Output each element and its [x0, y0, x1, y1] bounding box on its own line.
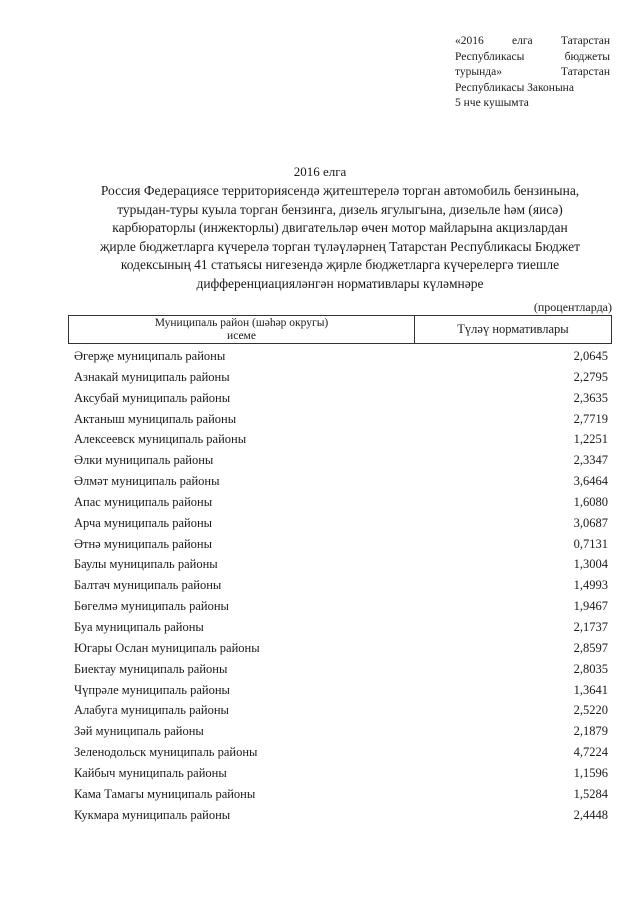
municipality-name: Алабуга муниципаль районы — [74, 703, 229, 718]
municipality-name: Әлки муниципаль районы — [74, 453, 214, 468]
normative-value: 1,6080 — [573, 494, 608, 509]
normative-value: 2,2795 — [573, 369, 608, 384]
table-row — [74, 450, 608, 471]
table-row — [74, 680, 608, 701]
municipality-name: Апас муниципаль районы — [74, 494, 213, 509]
municipality-name: Әлмәт муниципаль районы — [74, 474, 220, 489]
table-row — [74, 554, 608, 575]
municipality-name: Кайбыч муниципаль районы — [74, 765, 227, 780]
normative-value: 2,1737 — [573, 619, 608, 634]
municipality-name: Кукмара муниципаль районы — [74, 807, 231, 822]
annex-line-1: «2016 елга Татарстан — [455, 35, 610, 47]
normative-value: 2,1879 — [573, 724, 608, 739]
title-line-4: җирле бюджетларга күчерелә торган түләүләрнең Татарстан Республикасы Бюджет — [100, 238, 580, 254]
header-municipality-line-2: исеме — [227, 330, 256, 342]
title-line-1: Россия Федерациясе территориясендә җитештерелә торган автомобиль бензинына, — [100, 183, 580, 198]
table-row — [74, 534, 608, 555]
table-row — [74, 638, 608, 659]
normative-value: 3,6464 — [573, 474, 608, 489]
normative-value: 1,4993 — [573, 578, 608, 593]
normative-value: 2,7719 — [573, 411, 608, 426]
title-line-3: карбюраторлы (инжекторлы) двигательләр өчен мотор майларына акцизлардан — [112, 220, 568, 236]
table-row — [74, 409, 608, 430]
municipality-name: Әтнә муниципаль районы — [74, 536, 213, 551]
municipality-name: Биектау муниципаль районы — [74, 661, 228, 676]
normative-value: 1,5284 — [573, 786, 608, 801]
normative-value: 2,4448 — [573, 807, 608, 822]
document-year: 2016 елга — [293, 164, 347, 179]
normative-value: 2,3635 — [573, 390, 608, 405]
title-line-2: турыдан-туры куыла торган бензинга, дизель ягулыгына, дизельле һәм (яисә) — [117, 201, 563, 217]
table-row — [74, 367, 608, 388]
municipality-name: Зеленодольск муниципаль районы — [74, 745, 258, 760]
header-normatives: Түләү нормативлары — [457, 322, 569, 336]
annex-line-3: турында» Татарстан — [455, 66, 610, 78]
normative-value: 2,0645 — [573, 349, 608, 363]
normative-value: 1,1596 — [573, 765, 608, 780]
table-row — [74, 575, 608, 596]
document-title — [64, 182, 616, 294]
table-row — [74, 742, 608, 763]
normative-value: 0,7131 — [573, 536, 608, 551]
table-row — [74, 784, 608, 805]
table-body — [74, 346, 608, 825]
table-header — [68, 315, 612, 344]
table-row — [74, 429, 608, 450]
table-row — [74, 388, 608, 409]
table-row — [74, 471, 608, 492]
table-row — [74, 721, 608, 742]
title-line-6: дифференциацияләнгән нормативлары күләмнәре — [196, 275, 484, 291]
municipality-name: Әгерҗе муниципаль районы — [74, 349, 226, 363]
table-row — [74, 346, 608, 367]
municipality-name: Балтач муниципаль районы — [74, 578, 222, 593]
normative-value: 1,9467 — [573, 599, 608, 614]
municipality-name: Актаныш муниципаль районы — [74, 411, 237, 426]
municipality-name: Азнакай муниципаль районы — [74, 369, 230, 384]
municipality-name: Буа муниципаль районы — [74, 619, 204, 634]
annex-line-2: Республикасы бюджеты — [455, 50, 610, 63]
annex-line-5: 5 нче кушымта — [455, 97, 529, 109]
municipality-name: Аксубай муниципаль районы — [74, 390, 231, 405]
normative-value: 2,5220 — [573, 703, 608, 718]
normative-value: 1,3641 — [573, 682, 608, 697]
table-row — [74, 492, 608, 513]
normative-value: 2,8035 — [573, 661, 608, 676]
table-row — [74, 513, 608, 534]
municipality-name: Чүпрәле муниципаль районы — [74, 682, 230, 697]
table-row — [74, 763, 608, 784]
table-row — [74, 617, 608, 638]
municipality-name: Баулы муниципаль районы — [74, 557, 218, 572]
municipality-name: Алексеевск муниципаль районы — [74, 432, 247, 447]
normative-value: 3,0687 — [573, 515, 608, 530]
municipality-name: Кама Тамагы муниципаль районы — [74, 786, 256, 801]
normative-value: 2,8597 — [573, 640, 608, 655]
municipality-name: Арча муниципаль районы — [74, 515, 213, 530]
municipality-name: Бөгелмә муниципаль районы — [74, 599, 229, 614]
normative-value: 2,3347 — [573, 453, 608, 468]
normative-value: 1,2251 — [573, 432, 608, 447]
table-row — [74, 700, 608, 721]
table-row — [74, 659, 608, 680]
unit-note: (процентларда) — [533, 300, 612, 314]
table-row — [74, 596, 608, 617]
municipality-name: Югары Ослан муниципаль районы — [74, 640, 260, 655]
normative-value: 1,3004 — [573, 557, 608, 572]
annex-line-4: Республикасы Законына — [455, 81, 574, 94]
municipality-name: Зәй муниципаль районы — [74, 724, 204, 739]
table-row — [74, 805, 608, 826]
header-municipality — [69, 316, 415, 343]
header-municipality-line-1: Муниципаль район (шәһәр округы) — [154, 317, 329, 329]
normative-value: 4,7224 — [573, 745, 608, 760]
annex-reference — [455, 34, 610, 112]
title-line-5: кодексының 41 статьясы нигезендә җирле бюджетларга күчерелергә тиешле — [120, 257, 560, 273]
